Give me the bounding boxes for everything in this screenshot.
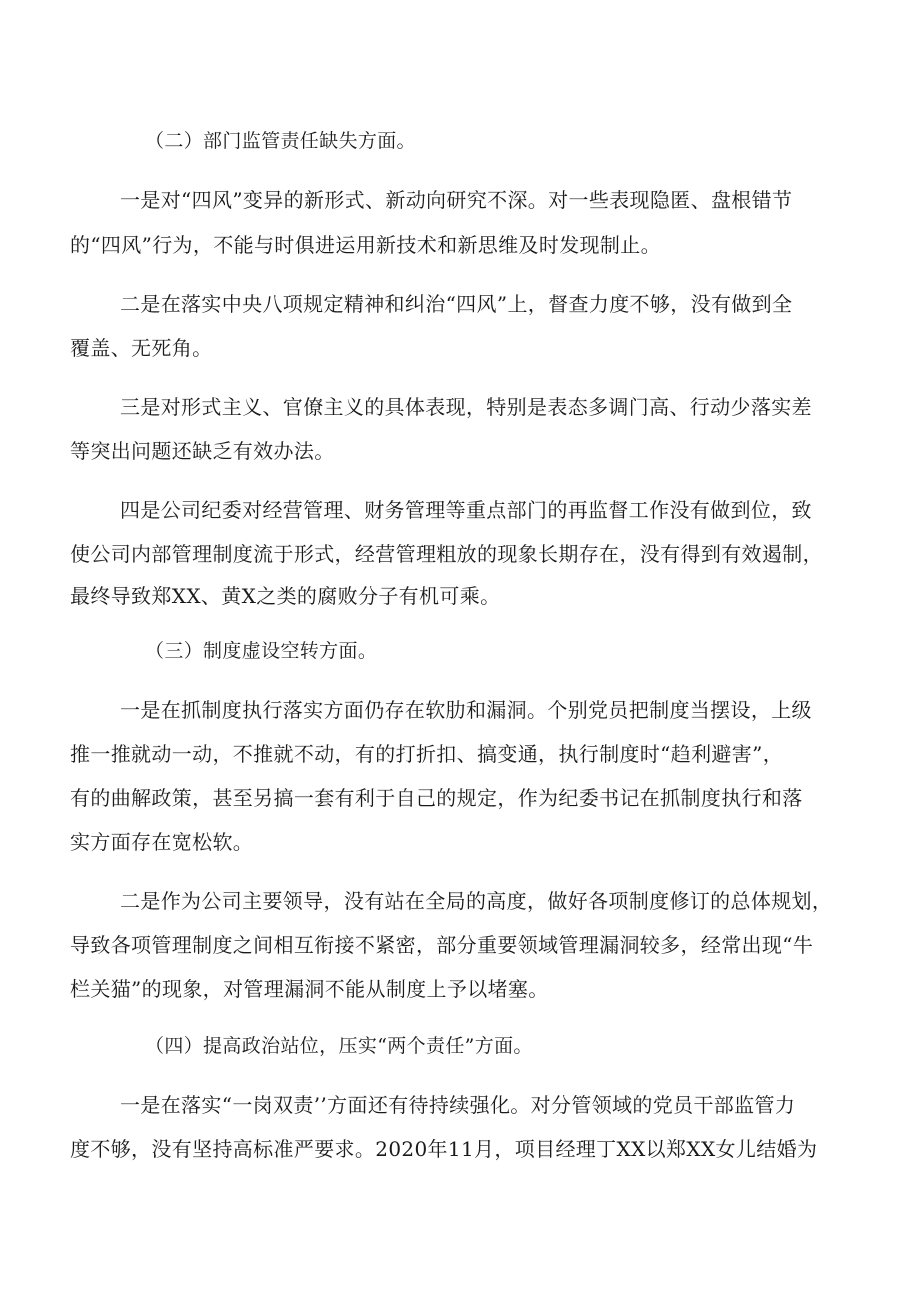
section-heading-4: （四）提高政治站位，压实“两个责任”方面。 (145, 1035, 533, 1057)
paragraph-line: 实方面存在宽松软。 (70, 830, 254, 854)
paragraph-line: 导致各项管理制度之间相互衔接不紧密，部分重要领域管理漏洞较多，经常出现“牛 (70, 933, 814, 957)
paragraph-line: 等突出问题还缺乏有效办法。 (70, 439, 335, 463)
paragraph-line: 一是对“四风”变异的新形式、新动向研究不深。对一些表现隐匿、盘根错节 (120, 188, 793, 212)
paragraph-line: 三是对形式主义、官僚主义的具体表现，特别是表态多调门高、行动少落实差 (120, 395, 812, 419)
paragraph-line: 一是在落实“一岗双责’’方面还有待持续强化。对分管领域的党员干部监管力 (120, 1093, 796, 1117)
paragraph-line: 度不够，没有坚持高标准严要求。2020年11月，项目经理丁XX以郑XX女儿结婚为 (70, 1137, 818, 1161)
paragraph-line: 有的曲解政策，甚至另搞一套有利于自己的规定，作为纪委书记在抓制度执行和落 (70, 786, 803, 810)
section-heading-3: （三）制度虚设空转方面。 (145, 640, 378, 662)
paragraph-line: 覆盖、无死角。 (70, 336, 213, 360)
paragraph-line: 栏关猫”的现象，对管理漏洞不能从制度上予以堵塞。 (70, 977, 549, 1001)
section-heading-2: （二）部门监管责任缺失方面。 (145, 130, 416, 152)
paragraph-line: 四是公司纪委对经营管理、财务管理等重点部门的再监督工作没有做到位，致 (120, 498, 812, 522)
paragraph-line: 的“四风”行为，不能与时俱进运用新技术和新思维及时发现制止。 (70, 233, 661, 257)
paragraph-line: 使公司内部管理制度流于形式，经营管理粗放的现象长期存在，没有得到有效遏制， (70, 542, 823, 566)
paragraph-line: 最终导致郑XX、黄X之类的腐败分子有机可乘。 (70, 584, 501, 608)
paragraph-line: 二是在落实中央八项规定精神和纠治“四风”上，督查力度不够，没有做到全 (120, 292, 793, 316)
paragraph-line: 推一推就动一动，不推就不动，有的打折扣、搞变通，执行制度时“趋利避害”， (70, 742, 784, 766)
paragraph-line: 一是在抓制度执行落实方面仍存在软肋和漏洞。个别党员把制度当摆设，上级 (120, 698, 812, 722)
paragraph-line: 二是作为公司主要领导，没有站在全局的高度，做好各项制度修订的总体规划， (120, 889, 833, 913)
